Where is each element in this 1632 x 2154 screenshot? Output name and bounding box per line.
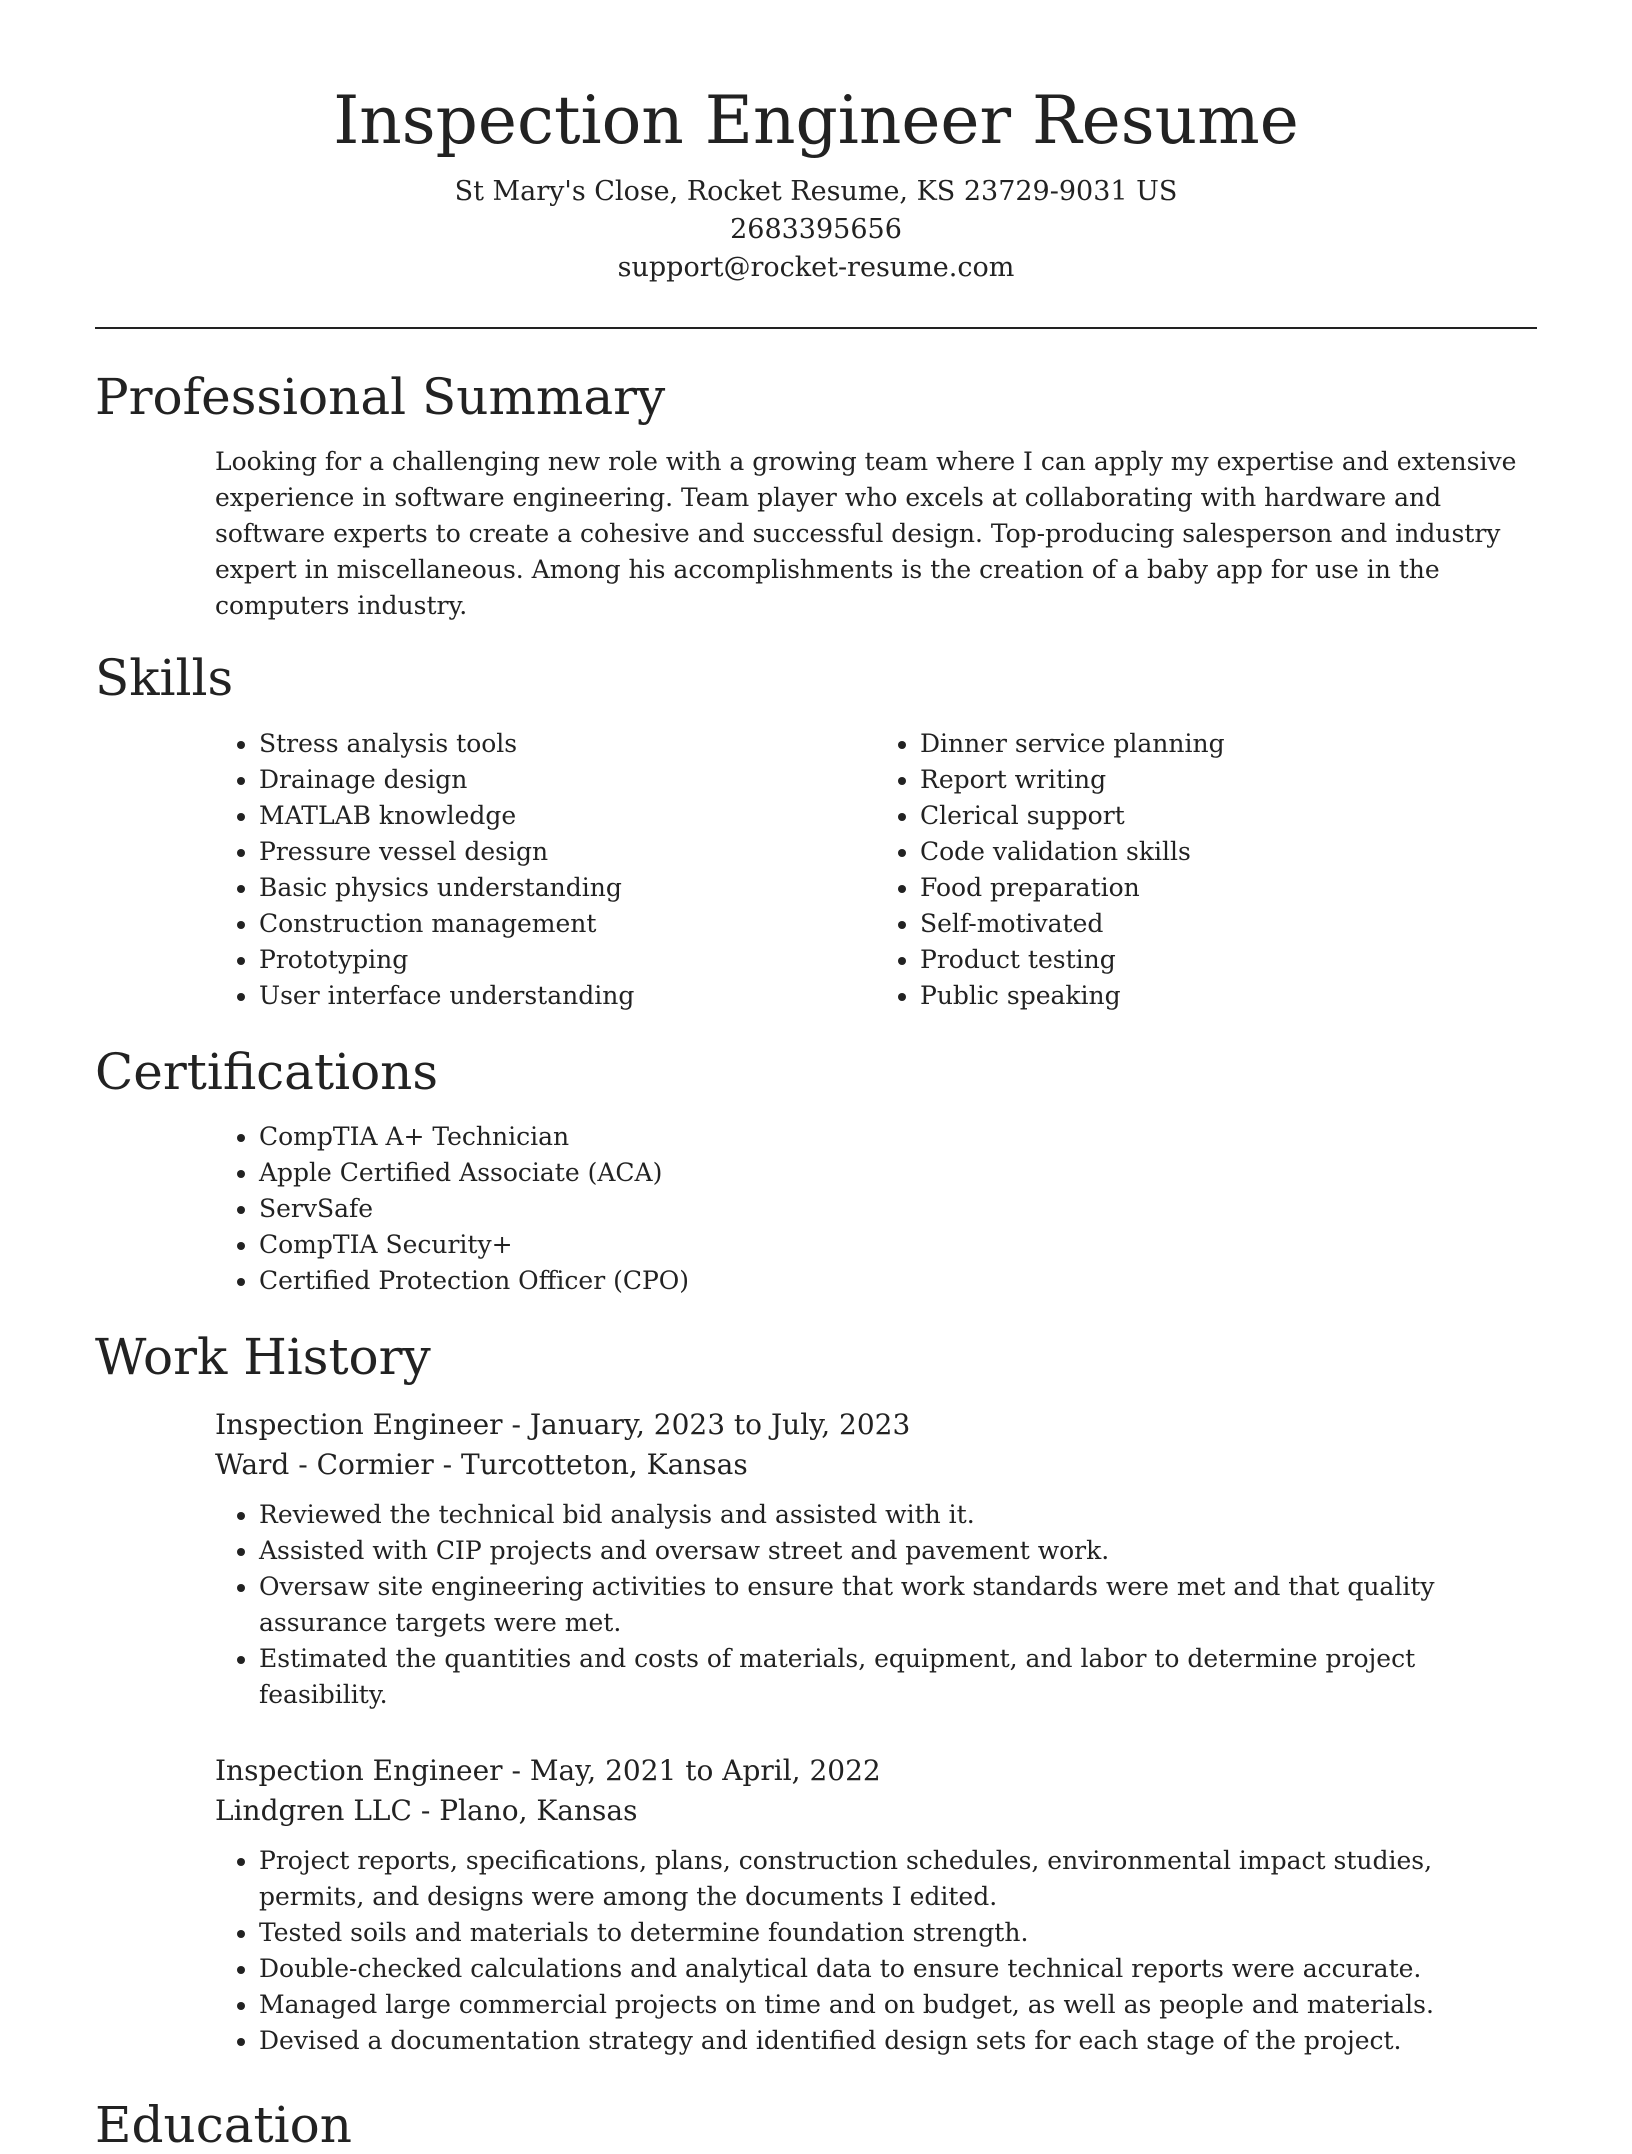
job-dates: May, 2021 to April, 2022 — [530, 1754, 881, 1787]
separator: - — [503, 1408, 530, 1441]
skill-item: • Dinner service planning — [920, 726, 1537, 762]
job-bullet: • Reviewed the technical bid analysis and assisted with it. — [259, 1497, 1537, 1533]
skill-item: • MATLAB knowledge — [259, 798, 876, 834]
job-company: Lindgren LLC — [215, 1794, 412, 1827]
job-company-line — [215, 1791, 1537, 1831]
summary-text: Looking for a challenging new role with a growing team where I can apply my expertise and extensive experience in software engineering. Team player who excels at collaborating with hardware and software experts to create a cohesive and successful design. Top-producing salesperson and industry expert in miscellaneous. Among his accomplishments is the creation of a baby app for use in the computers industry. — [215, 444, 1537, 624]
job-role: Inspection Engineer — [215, 1754, 503, 1787]
job-title-line — [215, 1405, 1537, 1445]
job-dates: January, 2023 to July, 2023 — [530, 1408, 911, 1441]
skill-item: • Prototyping — [259, 942, 876, 978]
job-entry — [215, 1751, 1537, 2059]
job-title-line — [215, 1751, 1537, 1791]
section-title-education: Education — [95, 2097, 1537, 2154]
skills-list — [95, 726, 1537, 1014]
section-title-skills: Skills — [95, 650, 1537, 708]
certification-item: • CompTIA A+ Technician — [259, 1119, 1537, 1155]
job-location: Plano, Kansas — [439, 1794, 637, 1827]
contact-phone: 2683395656 — [95, 211, 1537, 249]
skill-item: • Clerical support — [920, 798, 1537, 834]
job-company-line — [215, 1445, 1537, 1485]
skills-column-right — [876, 726, 1537, 1014]
job-location: Turcotteton, Kansas — [461, 1448, 748, 1481]
certification-item: • Apple Certified Associate (ACA) — [259, 1155, 1537, 1191]
resume-title: Inspection Engineer Resume — [95, 80, 1537, 163]
certifications-list — [215, 1119, 1537, 1299]
skill-item: • User interface understanding — [259, 978, 876, 1014]
job-bullet: • Assisted with CIP projects and oversaw street and pavement work. — [259, 1533, 1537, 1569]
job-company: Ward - Cormier — [215, 1448, 434, 1481]
job-bullet: • Managed large commercial projects on time and on budget, as well as people and materials. — [259, 1987, 1537, 2023]
certification-item: • ServSafe — [259, 1191, 1537, 1227]
job-bullet: • Tested soils and materials to determine foundation strength. — [259, 1915, 1537, 1951]
job-bullets — [215, 1497, 1537, 1713]
skill-item: • Public speaking — [920, 978, 1537, 1014]
header-divider — [95, 327, 1537, 329]
skill-item: • Stress analysis tools — [259, 726, 876, 762]
skill-item: • Drainage design — [259, 762, 876, 798]
contact-address: St Mary's Close, Rocket Resume, KS 23729-9031 US — [95, 173, 1537, 211]
skill-item: • Basic physics understanding — [259, 870, 876, 906]
contact-block — [95, 173, 1537, 287]
certification-item: • CompTIA Security+ — [259, 1227, 1537, 1263]
contact-email: support@rocket-resume.com — [95, 249, 1537, 287]
job-bullets — [215, 1843, 1537, 2059]
section-title-certifications: Certifications — [95, 1044, 1537, 1102]
job-role: Inspection Engineer — [215, 1408, 503, 1441]
skills-column-left — [215, 726, 876, 1014]
section-title-summary: Professional Summary — [95, 369, 1537, 427]
job-bullet: • Double-checked calculations and analytical data to ensure technical reports were accurate. — [259, 1951, 1537, 1987]
job-entry — [215, 1405, 1537, 1713]
skill-item: • Construction management — [259, 906, 876, 942]
job-bullet: • Project reports, specifications, plans, construction schedules, environmental impact studies, permits, and designs were among the documents I edited. — [259, 1843, 1537, 1915]
skill-item: • Code validation skills — [920, 834, 1537, 870]
job-bullet: • Estimated the quantities and costs of materials, equipment, and labor to determine project feasibility. — [259, 1641, 1537, 1713]
job-bullet: • Oversaw site engineering activities to ensure that work standards were met and that quality assurance targets were met. — [259, 1569, 1537, 1641]
skill-item: • Food preparation — [920, 870, 1537, 906]
separator: - — [503, 1754, 530, 1787]
certification-item: • Certified Protection Officer (CPO) — [259, 1263, 1537, 1299]
job-bullet: • Devised a documentation strategy and identified design sets for each stage of the project. — [259, 2023, 1537, 2059]
skill-item: • Report writing — [920, 762, 1537, 798]
skill-item: • Product testing — [920, 942, 1537, 978]
separator: - — [434, 1448, 461, 1481]
skill-item: • Self-motivated — [920, 906, 1537, 942]
section-title-work-history: Work History — [95, 1329, 1537, 1387]
separator: - — [412, 1794, 439, 1827]
skill-item: • Pressure vessel design — [259, 834, 876, 870]
